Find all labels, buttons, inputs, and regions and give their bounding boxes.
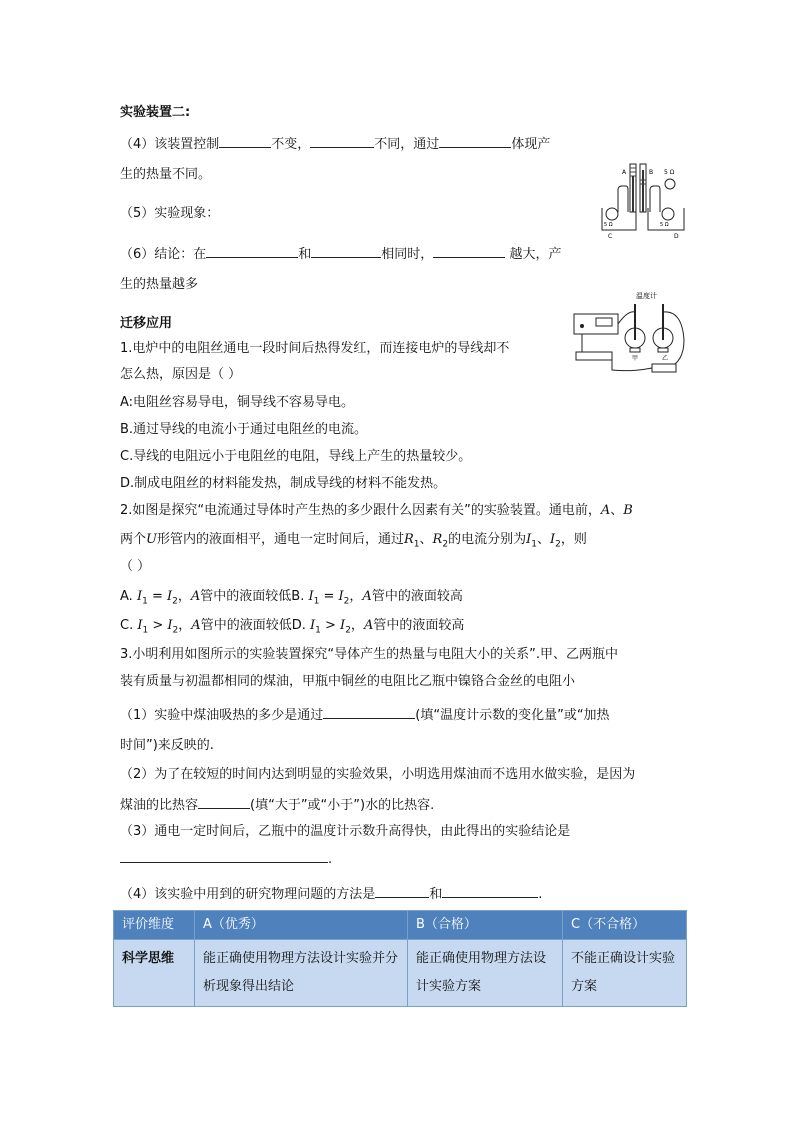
- text: >: [320, 618, 341, 633]
- text: （4）该装置控制: [120, 137, 220, 152]
- text: 、: [536, 532, 550, 547]
- problem-2-paren: （ ）: [120, 559, 151, 574]
- blank[interactable]: [442, 884, 538, 898]
- text: 、: [610, 503, 624, 518]
- text: ，则: [560, 532, 587, 547]
- problem-3-q3-answer: [120, 849, 332, 869]
- subscript: 1: [142, 596, 148, 607]
- option-a[interactable]: A:电阻丝容易导电，铜导线不容易导电。: [120, 395, 355, 410]
- subscript: 1: [413, 539, 420, 550]
- text: 和: [429, 887, 443, 902]
- option-c-label[interactable]: C.: [120, 618, 134, 633]
- text: 管中的液面较低: [200, 589, 292, 604]
- u-tube-apparatus-figure: [598, 160, 688, 240]
- var-i: I: [308, 589, 314, 604]
- text: =: [147, 589, 167, 604]
- resistor-label: 5 Ω: [660, 222, 669, 228]
- text: =: [319, 589, 339, 604]
- table-cell: 能正确使用物理方法设计实验并分析现象得出结论: [195, 940, 408, 1007]
- table-header-cell: C（不合格）: [563, 911, 687, 940]
- options-ab: [120, 588, 463, 611]
- bottle-label-jia: 甲: [632, 355, 639, 362]
- table-cell: 科学思维: [114, 940, 195, 1007]
- blank[interactable]: [120, 849, 328, 863]
- option-b-label[interactable]: B.: [291, 589, 305, 604]
- subscript: 2: [172, 596, 178, 607]
- text: 不变，: [271, 137, 311, 152]
- subscript: 1: [142, 625, 149, 636]
- problem-3-q1: [120, 705, 610, 725]
- table-header-cell: A（优秀）: [195, 911, 408, 940]
- problem-3-q3: （3）通电一定时间后，乙瓶中的温度计示数升高得快，由此得出的实验结论是: [120, 824, 571, 839]
- var-u: U: [146, 532, 157, 547]
- var-a: A: [190, 589, 201, 604]
- var-i: I: [549, 532, 556, 547]
- text: (填“温度计示数的变化量”或“加热: [415, 708, 610, 723]
- problem-1-line1: 1.电炉中的电阻丝通电一段时间后热得发红，而连接电炉的导线却不: [120, 341, 510, 356]
- label-d: D: [674, 233, 679, 240]
- subscript: 2: [442, 539, 449, 550]
- subscript: 1: [531, 539, 537, 550]
- var-i: I: [310, 618, 316, 633]
- question-5: （5）实验现象：: [120, 206, 220, 221]
- table-header-row: [114, 911, 687, 940]
- resistor-label: 5 Ω: [664, 169, 675, 176]
- option-a-label[interactable]: A.: [120, 589, 133, 604]
- text: ，: [350, 618, 364, 633]
- blank[interactable]: [219, 134, 271, 148]
- subscript: 2: [172, 625, 179, 636]
- table-row: [114, 940, 687, 1007]
- var-r: R: [404, 532, 414, 547]
- text: （1）实验中煤油吸热的多少是通过: [120, 708, 324, 723]
- text: ，: [349, 589, 363, 604]
- var-i: I: [166, 589, 173, 604]
- text: 煤油的比热容: [120, 798, 199, 813]
- var-b: B: [623, 503, 633, 518]
- var-a: A: [362, 589, 372, 604]
- text: 相同时，: [381, 247, 434, 262]
- bottle-label-yi: 乙: [662, 355, 669, 362]
- question-6: [120, 244, 561, 264]
- problem-3-q2: （2）为了在较短的时间内达到明显的实验效果，小明选用煤油而不选用水做实验，是因为: [120, 767, 636, 782]
- subscript: 2: [345, 625, 351, 636]
- problem-3-q4: [120, 884, 542, 904]
- text: (填“大于”或“小于”)水的比热容.: [250, 798, 435, 813]
- var-a: A: [363, 618, 374, 633]
- label-c: C: [608, 233, 613, 240]
- text: 体现产: [511, 137, 551, 152]
- transfer-title: 迁移应用: [120, 316, 173, 331]
- label-a: A: [622, 169, 627, 176]
- table-cell: 不能正确设计实验方案: [563, 940, 687, 1007]
- table-header-cell: 评价维度: [114, 911, 195, 940]
- var-a: A: [600, 503, 611, 518]
- blank[interactable]: [433, 244, 505, 258]
- resistor-label: 5 Ω: [604, 222, 613, 228]
- var-i: I: [136, 589, 143, 604]
- text: 2.如图是探究“电流通过导体时产生热的多少跟什么因素有关”的实验装置。通电前，: [120, 503, 601, 518]
- circuit-apparatus-figure: [572, 290, 692, 378]
- text: 管中的液面较高: [371, 589, 463, 604]
- var-i: I: [340, 618, 346, 633]
- option-c[interactable]: C.导线的电阻远小于电阻丝的电阻，导线上产生的热量较少。: [120, 449, 472, 464]
- text: 、: [419, 532, 433, 547]
- var-a: A: [191, 618, 201, 633]
- blank[interactable]: [439, 134, 511, 148]
- question-4-cont: 生的热量不同。: [120, 167, 212, 182]
- text: >: [148, 618, 168, 633]
- table-header-cell: B（合格）: [408, 911, 563, 940]
- problem-3-q2-cont: [120, 795, 434, 815]
- question-6-cont: 生的热量越多: [120, 277, 199, 292]
- text: 和: [298, 247, 312, 262]
- text: .: [328, 852, 333, 867]
- var-i: I: [526, 532, 532, 547]
- text: .: [538, 887, 543, 902]
- problem-2-line1: [120, 502, 633, 520]
- text: （6）结论：在: [120, 247, 207, 262]
- table-cell: 能正确使用物理方法设计实验方案: [408, 940, 563, 1007]
- text: 不同，通过: [374, 137, 440, 152]
- rheostat: [576, 352, 612, 360]
- question-4: [120, 134, 550, 154]
- blank[interactable]: [323, 705, 415, 719]
- subscript: 2: [555, 539, 561, 550]
- text: 形管内的液面相平，通电一定时间后，通过: [156, 532, 404, 547]
- subscript: 1: [313, 596, 320, 607]
- problem-3-line2: 装有质量与初温都相同的煤油，甲瓶中铜丝的电阻比乙瓶中镍铬合金丝的电阻小: [120, 674, 576, 689]
- text: 管中的液面较低: [200, 618, 292, 633]
- subscript: 2: [343, 596, 350, 607]
- options-cd: [120, 617, 464, 640]
- var-i: I: [167, 618, 173, 633]
- subscript: 1: [315, 625, 321, 636]
- var-i: I: [137, 618, 143, 633]
- blank[interactable]: [311, 244, 381, 258]
- blank[interactable]: [375, 884, 429, 898]
- var-i: I: [338, 589, 344, 604]
- problem-3-line1: 3.小明利用如图所示的实验装置探究“导体产生的热量与电阻大小的关系”.甲、乙两瓶中: [120, 647, 619, 662]
- section-title: 实验装置二:: [120, 105, 191, 120]
- var-r: R: [432, 532, 443, 547]
- text: ，: [177, 589, 191, 604]
- problem-2-line2: [120, 531, 587, 554]
- problem-3-q1-cont: 时间”)来反映的.: [120, 738, 214, 753]
- option-b[interactable]: B.通过导线的电流小于通过电阻丝的电流。: [120, 422, 368, 437]
- option-d[interactable]: D.制成电阻丝的材料能发热，制成导线的材料不能发热。: [120, 476, 447, 491]
- blank[interactable]: [206, 244, 298, 258]
- text: 的电流分别为: [448, 532, 527, 547]
- option-d-label[interactable]: D.: [291, 618, 306, 633]
- evaluation-table: [113, 910, 687, 1007]
- text: 管中的液面较高: [373, 618, 465, 633]
- thermometer-label: 温度计: [636, 292, 657, 300]
- blank[interactable]: [310, 134, 374, 148]
- blank[interactable]: [198, 795, 250, 809]
- text: 越大，产: [505, 247, 562, 262]
- problem-1-line2: 怎么热，原因是（ ）: [120, 367, 242, 382]
- text: （4）该实验中用到的研究物理问题的方法是: [120, 887, 376, 902]
- text: 两个: [120, 532, 147, 547]
- switch: [652, 364, 676, 372]
- text: ，: [178, 618, 192, 633]
- label-b: B: [649, 169, 654, 176]
